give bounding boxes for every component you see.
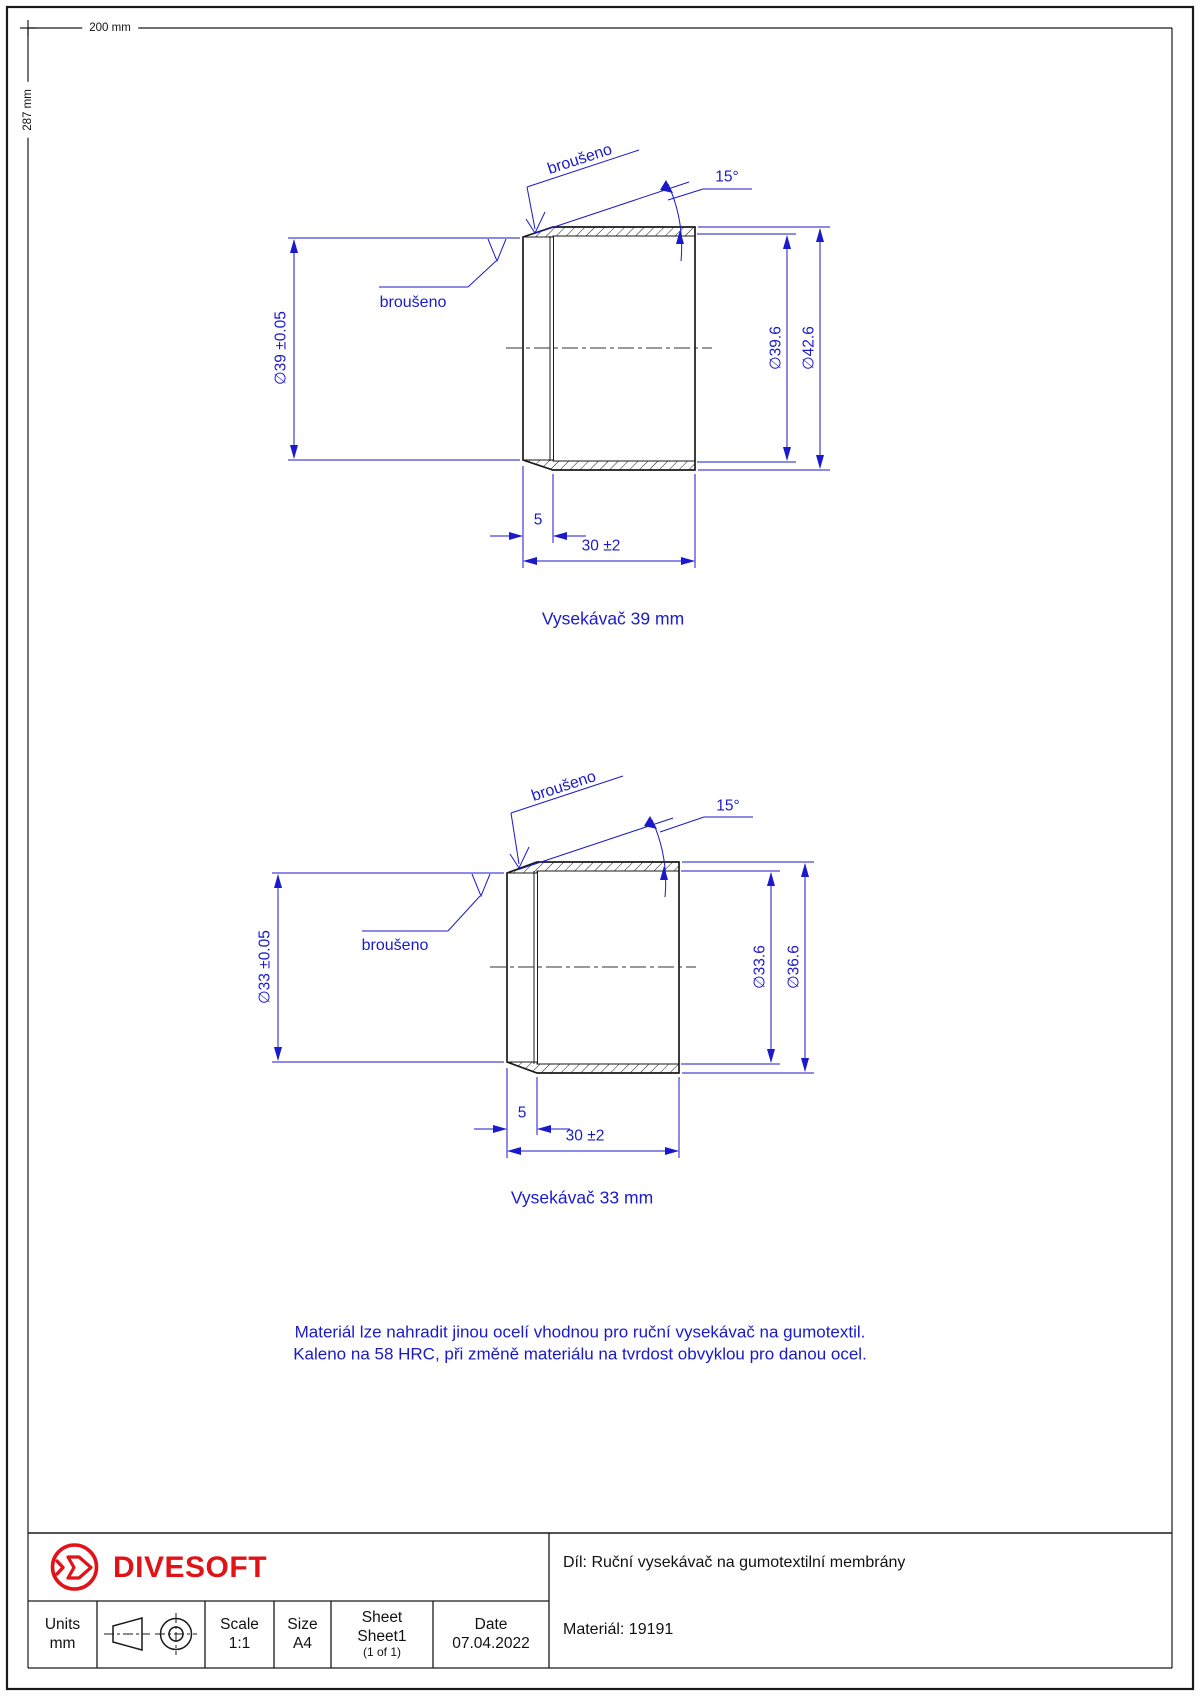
date-label: Date: [474, 1616, 508, 1634]
outer-diameter-label: ∅42.6: [800, 326, 818, 370]
material-note-line1: Materiál lze nahradit jinou ocelí vhodnou pro ruční vysekávač na gumotextil.: [294, 1322, 866, 1342]
inner-diameter-label: ∅33 ±0.05: [256, 930, 274, 1004]
size-value: A4: [293, 1635, 312, 1652]
view-39mm-dimensions: [288, 150, 830, 568]
finish-check-icon: [510, 847, 529, 868]
finish-left-label: broušeno: [361, 937, 429, 954]
total-length-label: 30 ±2: [581, 537, 621, 555]
mid-diameter-label: ∅33.6: [751, 945, 769, 989]
scale-label: Scale: [220, 1616, 259, 1634]
finish-top-label: broušeno: [529, 768, 599, 805]
sheet-height-label: 287 mm: [21, 82, 35, 138]
finish-check-icon: [488, 239, 506, 261]
date-cell: [433, 1601, 549, 1668]
scale-value: 1:1: [228, 1635, 251, 1652]
finish-top-label: broušeno: [545, 141, 615, 178]
scale-cell: [205, 1601, 274, 1668]
view-39mm-geometry: [506, 227, 712, 470]
part-material: Materiál: 19191: [563, 1621, 674, 1638]
outer-diameter-label: ∅36.6: [785, 945, 803, 989]
projection-symbol-icon: [104, 1613, 197, 1655]
total-length-label: 30 ±2: [565, 1127, 605, 1145]
chamfer-angle-label: 15°: [715, 168, 739, 186]
view-title-33: Vysekávač 33 mm: [510, 1187, 654, 1208]
view-33mm-dimensions: [272, 776, 814, 1158]
units-cell: [28, 1601, 97, 1668]
sheet-value: Sheet1: [357, 1627, 407, 1645]
size-label: Size: [287, 1616, 318, 1634]
size-cell: [274, 1601, 331, 1668]
sheet-border: [7, 7, 1193, 1689]
finish-left-label: broušeno: [379, 294, 447, 311]
inner-diameter-label: ∅39 ±0.05: [272, 311, 290, 385]
sheet-width-label: 200 mm: [82, 21, 138, 35]
divesoft-logo-icon: [53, 1545, 97, 1589]
edge-length-label: 5: [517, 1104, 527, 1122]
brand-name: DIVESOFT: [113, 1551, 268, 1584]
view-title-39: Vysekávač 39 mm: [541, 608, 685, 629]
finish-check-icon: [472, 874, 490, 896]
units-label: Units: [44, 1616, 81, 1634]
sheet-sub: (1 of 1): [362, 1645, 401, 1660]
edge-length-label: 5: [533, 511, 543, 529]
sheet-label: Sheet: [361, 1608, 403, 1626]
sheet-cell: [331, 1601, 433, 1668]
material-note-line2: Kaleno na 58 HRC, při změně materiálu na tvrdost obvyklou pro danou ocel.: [293, 1344, 867, 1364]
mid-diameter-label: ∅39.6: [767, 326, 785, 370]
chamfer-angle-label: 15°: [716, 797, 740, 815]
part-name: Díl: Ruční vysekávač na gumotextilní membrány: [563, 1554, 906, 1571]
units-value: mm: [49, 1635, 76, 1652]
date-value: 07.04.2022: [452, 1635, 530, 1652]
